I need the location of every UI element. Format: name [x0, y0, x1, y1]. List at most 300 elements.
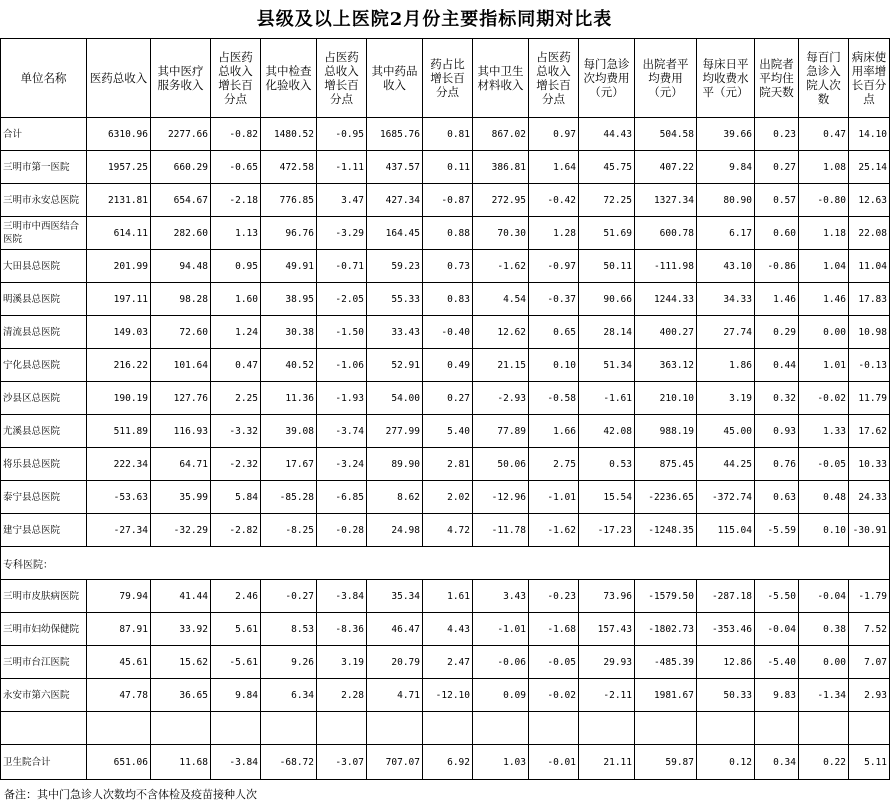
- value-cell: -0.06: [473, 646, 529, 679]
- col-header: 其中医疗服务收入: [151, 39, 211, 118]
- value-cell: 5.40: [423, 415, 473, 448]
- value-cell: -0.65: [211, 151, 261, 184]
- value-cell: 52.91: [367, 349, 423, 382]
- col-header: 其中卫生材料收入: [473, 39, 529, 118]
- value-cell: -32.29: [151, 514, 211, 547]
- value-cell: -0.95: [317, 118, 367, 151]
- value-cell: 127.76: [151, 382, 211, 415]
- value-cell: 50.06: [473, 448, 529, 481]
- value-cell: 8.62: [367, 481, 423, 514]
- value-cell: -12.10: [423, 679, 473, 712]
- value-cell: -85.28: [261, 481, 317, 514]
- value-cell: 0.27: [755, 151, 799, 184]
- value-cell: 45.61: [87, 646, 151, 679]
- table-row: [1, 118, 890, 151]
- value-cell: -111.98: [635, 250, 697, 283]
- value-cell: 5.11: [849, 745, 890, 780]
- table-row: [1, 382, 890, 415]
- value-cell: 1.86: [697, 349, 755, 382]
- value-cell: -0.37: [529, 283, 579, 316]
- value-cell: 2131.81: [87, 184, 151, 217]
- value-cell: -8.25: [261, 514, 317, 547]
- value-cell: 27.74: [697, 316, 755, 349]
- value-cell: -1.50: [317, 316, 367, 349]
- value-cell: -372.74: [697, 481, 755, 514]
- value-cell: 0.57: [755, 184, 799, 217]
- value-cell: 0.76: [755, 448, 799, 481]
- table-row: [1, 613, 890, 646]
- col-header: 每百门急诊入院人次数: [799, 39, 849, 118]
- header-row: [1, 39, 890, 118]
- value-cell: 9.83: [755, 679, 799, 712]
- value-cell: -3.07: [317, 745, 367, 780]
- value-cell: 0.97: [529, 118, 579, 151]
- value-cell: 6310.96: [87, 118, 151, 151]
- value-cell: 10.33: [849, 448, 890, 481]
- value-cell: 504.58: [635, 118, 697, 151]
- value-cell: 11.79: [849, 382, 890, 415]
- value-cell: -1579.50: [635, 580, 697, 613]
- value-cell: 7.52: [849, 613, 890, 646]
- special-section: [1, 547, 890, 580]
- table-row: [1, 349, 890, 382]
- value-cell: 11.36: [261, 382, 317, 415]
- value-cell: -3.84: [317, 580, 367, 613]
- col-header: 病床使用率增长百分点: [849, 39, 890, 118]
- value-cell: 6.34: [261, 679, 317, 712]
- value-cell: 79.94: [87, 580, 151, 613]
- spacer-row: [1, 712, 890, 745]
- value-cell: -0.04: [755, 613, 799, 646]
- table-row: [1, 151, 890, 184]
- value-cell: 660.29: [151, 151, 211, 184]
- value-cell: 2.81: [423, 448, 473, 481]
- value-cell: -0.23: [529, 580, 579, 613]
- value-cell: 98.28: [151, 283, 211, 316]
- unit-name-cell: 永安市第六医院: [1, 679, 87, 712]
- value-cell: 8.53: [261, 613, 317, 646]
- value-cell: 0.44: [755, 349, 799, 382]
- value-cell: -1.06: [317, 349, 367, 382]
- unit-name-cell: 泰宁县总医院: [1, 481, 87, 514]
- col-header: 出院者平均费用（元）: [635, 39, 697, 118]
- value-cell: -485.39: [635, 646, 697, 679]
- value-cell: 1.61: [423, 580, 473, 613]
- value-cell: 1.46: [799, 283, 849, 316]
- value-cell: 1957.25: [87, 151, 151, 184]
- value-cell: 50.11: [579, 250, 635, 283]
- value-cell: -1.93: [317, 382, 367, 415]
- value-cell: -0.40: [423, 316, 473, 349]
- value-cell: 1.64: [529, 151, 579, 184]
- value-cell: 2.47: [423, 646, 473, 679]
- unit-name-cell: 三明市第一医院: [1, 151, 87, 184]
- value-cell: 3.19: [697, 382, 755, 415]
- value-cell: 3.19: [317, 646, 367, 679]
- value-cell: 116.93: [151, 415, 211, 448]
- value-cell: -353.46: [697, 613, 755, 646]
- value-cell: 0.47: [799, 118, 849, 151]
- value-cell: -0.58: [529, 382, 579, 415]
- value-cell: 36.65: [151, 679, 211, 712]
- value-cell: 1.60: [211, 283, 261, 316]
- section-label: 专科医院：: [1, 547, 87, 580]
- value-cell: -1.79: [849, 580, 890, 613]
- value-cell: 614.11: [87, 217, 151, 250]
- unit-name-cell: 三明市台江医院: [1, 646, 87, 679]
- indicator-table: [0, 38, 890, 780]
- table-row: [1, 646, 890, 679]
- value-cell: 2.46: [211, 580, 261, 613]
- value-cell: 15.54: [579, 481, 635, 514]
- value-cell: 38.95: [261, 283, 317, 316]
- value-cell: 0.29: [755, 316, 799, 349]
- value-cell: 5.84: [211, 481, 261, 514]
- value-cell: 222.34: [87, 448, 151, 481]
- value-cell: 17.67: [261, 448, 317, 481]
- value-cell: 0.12: [697, 745, 755, 780]
- value-cell: 1.46: [755, 283, 799, 316]
- value-cell: -5.50: [755, 580, 799, 613]
- value-cell: 0.09: [473, 679, 529, 712]
- value-cell: 2.75: [529, 448, 579, 481]
- value-cell: -8.36: [317, 613, 367, 646]
- value-cell: -2.11: [579, 679, 635, 712]
- value-cell: 164.45: [367, 217, 423, 250]
- value-cell: 0.88: [423, 217, 473, 250]
- value-cell: 29.93: [579, 646, 635, 679]
- value-cell: 1.24: [211, 316, 261, 349]
- value-cell: 1480.52: [261, 118, 317, 151]
- value-cell: -0.80: [799, 184, 849, 217]
- value-cell: 44.43: [579, 118, 635, 151]
- value-cell: -2.93: [473, 382, 529, 415]
- value-cell: 1981.67: [635, 679, 697, 712]
- page-title: 县级及以上医院2月份主要指标同期对比表: [256, 9, 613, 30]
- value-cell: 600.78: [635, 217, 697, 250]
- special-rows: [1, 580, 890, 712]
- section-row: [1, 547, 890, 580]
- value-cell: 427.34: [367, 184, 423, 217]
- unit-name-cell: 清流县总医院: [1, 316, 87, 349]
- value-cell: 0.65: [529, 316, 579, 349]
- value-cell: 33.43: [367, 316, 423, 349]
- value-cell: 472.58: [261, 151, 317, 184]
- col-header: 医药总收入: [87, 39, 151, 118]
- value-cell: -1.61: [579, 382, 635, 415]
- col-header: 其中检查化验收入: [261, 39, 317, 118]
- value-cell: -53.63: [87, 481, 151, 514]
- value-cell: 2.93: [849, 679, 890, 712]
- table-row: [1, 250, 890, 283]
- value-cell: -0.02: [529, 679, 579, 712]
- value-cell: 42.08: [579, 415, 635, 448]
- value-cell: 1685.76: [367, 118, 423, 151]
- value-cell: 0.73: [423, 250, 473, 283]
- value-cell: -5.40: [755, 646, 799, 679]
- value-cell: 11.04: [849, 250, 890, 283]
- value-cell: 272.95: [473, 184, 529, 217]
- value-cell: 80.90: [697, 184, 755, 217]
- unit-name-cell: 三明市皮肤病医院: [1, 580, 87, 613]
- value-cell: 157.43: [579, 613, 635, 646]
- value-cell: 7.07: [849, 646, 890, 679]
- table-row: [1, 514, 890, 547]
- col-header: 药占比增长百分点: [423, 39, 473, 118]
- value-cell: 0.23: [755, 118, 799, 151]
- value-cell: 1.08: [799, 151, 849, 184]
- value-cell: 282.60: [151, 217, 211, 250]
- value-cell: -30.91: [849, 514, 890, 547]
- value-cell: 35.34: [367, 580, 423, 613]
- value-cell: 24.33: [849, 481, 890, 514]
- value-cell: 651.06: [87, 745, 151, 780]
- value-cell: 12.86: [697, 646, 755, 679]
- col-header: 每床日平均收费水平（元）: [697, 39, 755, 118]
- value-cell: -0.42: [529, 184, 579, 217]
- table-row: [1, 679, 890, 712]
- value-cell: 64.71: [151, 448, 211, 481]
- value-cell: 70.30: [473, 217, 529, 250]
- hospital-rows: [1, 118, 890, 547]
- value-cell: 2.02: [423, 481, 473, 514]
- value-cell: 96.76: [261, 217, 317, 250]
- value-cell: 12.62: [473, 316, 529, 349]
- value-cell: 9.84: [211, 679, 261, 712]
- unit-name-cell: 三明市永安总医院: [1, 184, 87, 217]
- value-cell: -3.74: [317, 415, 367, 448]
- value-cell: 0.10: [529, 349, 579, 382]
- value-cell: 50.33: [697, 679, 755, 712]
- unit-name-cell: 三明市妇幼保健院: [1, 613, 87, 646]
- value-cell: 654.67: [151, 184, 211, 217]
- value-cell: 0.11: [423, 151, 473, 184]
- unit-name-cell: 卫生院合计: [1, 745, 87, 780]
- value-cell: -27.34: [87, 514, 151, 547]
- value-cell: -12.96: [473, 481, 529, 514]
- value-cell: 0.32: [755, 382, 799, 415]
- value-cell: -1.68: [529, 613, 579, 646]
- value-cell: 0.49: [423, 349, 473, 382]
- value-cell: -0.05: [799, 448, 849, 481]
- value-cell: 407.22: [635, 151, 697, 184]
- value-cell: 47.78: [87, 679, 151, 712]
- value-cell: 87.91: [87, 613, 151, 646]
- unit-name-cell: 三明市中西医结合医院: [1, 217, 87, 250]
- value-cell: 40.52: [261, 349, 317, 382]
- value-cell: 94.48: [151, 250, 211, 283]
- value-cell: 49.91: [261, 250, 317, 283]
- value-cell: -2.05: [317, 283, 367, 316]
- table-row: [1, 283, 890, 316]
- table-row: [1, 184, 890, 217]
- value-cell: 707.07: [367, 745, 423, 780]
- value-cell: 190.19: [87, 382, 151, 415]
- value-cell: 0.95: [211, 250, 261, 283]
- value-cell: 101.64: [151, 349, 211, 382]
- value-cell: 277.99: [367, 415, 423, 448]
- value-cell: 10.98: [849, 316, 890, 349]
- footnote: 备注：其中门急诊人次数均不含体检及疫苗接种人次: [4, 788, 257, 801]
- value-cell: 0.10: [799, 514, 849, 547]
- value-cell: 54.00: [367, 382, 423, 415]
- value-cell: 11.68: [151, 745, 211, 780]
- value-cell: 17.62: [849, 415, 890, 448]
- value-cell: 45.00: [697, 415, 755, 448]
- value-cell: -2236.65: [635, 481, 697, 514]
- value-cell: -0.97: [529, 250, 579, 283]
- value-cell: -0.86: [755, 250, 799, 283]
- value-cell: 0.48: [799, 481, 849, 514]
- unit-name-cell: 尤溪县总医院: [1, 415, 87, 448]
- value-cell: 201.99: [87, 250, 151, 283]
- value-cell: 15.62: [151, 646, 211, 679]
- value-cell: 30.38: [261, 316, 317, 349]
- value-cell: 363.12: [635, 349, 697, 382]
- value-cell: -1.11: [317, 151, 367, 184]
- col-header: 占医药总收入增长百分点: [529, 39, 579, 118]
- value-cell: 44.25: [697, 448, 755, 481]
- value-cell: 9.26: [261, 646, 317, 679]
- value-cell: 43.10: [697, 250, 755, 283]
- value-cell: 51.34: [579, 349, 635, 382]
- value-cell: 22.08: [849, 217, 890, 250]
- value-cell: 4.54: [473, 283, 529, 316]
- col-header: 单位名称: [1, 39, 87, 118]
- value-cell: 25.14: [849, 151, 890, 184]
- value-cell: 2277.66: [151, 118, 211, 151]
- table-row: [1, 448, 890, 481]
- unit-name-cell: 明溪县总医院: [1, 283, 87, 316]
- value-cell: -3.32: [211, 415, 261, 448]
- value-cell: 1244.33: [635, 283, 697, 316]
- value-cell: 2.28: [317, 679, 367, 712]
- value-cell: 46.47: [367, 613, 423, 646]
- value-cell: -1.62: [473, 250, 529, 283]
- value-cell: 34.33: [697, 283, 755, 316]
- value-cell: 9.84: [697, 151, 755, 184]
- value-cell: 4.71: [367, 679, 423, 712]
- value-cell: -0.71: [317, 250, 367, 283]
- value-cell: -2.18: [211, 184, 261, 217]
- value-cell: -1802.73: [635, 613, 697, 646]
- value-cell: 437.57: [367, 151, 423, 184]
- value-cell: -68.72: [261, 745, 317, 780]
- value-cell: 59.87: [635, 745, 697, 780]
- value-cell: 400.27: [635, 316, 697, 349]
- value-cell: -3.84: [211, 745, 261, 780]
- value-cell: 39.66: [697, 118, 755, 151]
- value-cell: 149.03: [87, 316, 151, 349]
- value-cell: 0.38: [799, 613, 849, 646]
- col-header: 占医药总收入增长百分点: [317, 39, 367, 118]
- value-cell: -1248.35: [635, 514, 697, 547]
- value-cell: -3.24: [317, 448, 367, 481]
- col-header: 占医药总收入增长百分点: [211, 39, 261, 118]
- value-cell: 197.11: [87, 283, 151, 316]
- value-cell: 4.72: [423, 514, 473, 547]
- value-cell: 1.13: [211, 217, 261, 250]
- table-row: [1, 745, 890, 780]
- table-row: [1, 316, 890, 349]
- unit-name-cell: 合计: [1, 118, 87, 151]
- value-cell: 59.23: [367, 250, 423, 283]
- value-cell: -287.18: [697, 580, 755, 613]
- value-cell: 14.10: [849, 118, 890, 151]
- value-cell: 17.83: [849, 283, 890, 316]
- col-header: 其中药品收入: [367, 39, 423, 118]
- value-cell: 77.89: [473, 415, 529, 448]
- value-cell: -0.13: [849, 349, 890, 382]
- unit-name-cell: 建宁县总医院: [1, 514, 87, 547]
- value-cell: 1.33: [799, 415, 849, 448]
- value-cell: 24.98: [367, 514, 423, 547]
- value-cell: 0.00: [799, 646, 849, 679]
- unit-name-cell: 沙县区总医院: [1, 382, 87, 415]
- value-cell: 90.66: [579, 283, 635, 316]
- value-cell: -0.82: [211, 118, 261, 151]
- value-cell: 867.02: [473, 118, 529, 151]
- value-cell: 386.81: [473, 151, 529, 184]
- value-cell: 73.96: [579, 580, 635, 613]
- value-cell: 41.44: [151, 580, 211, 613]
- value-cell: -0.27: [261, 580, 317, 613]
- value-cell: 0.93: [755, 415, 799, 448]
- value-cell: -2.82: [211, 514, 261, 547]
- unit-name-cell: 大田县总医院: [1, 250, 87, 283]
- value-cell: 5.61: [211, 613, 261, 646]
- value-cell: 0.63: [755, 481, 799, 514]
- value-cell: 45.75: [579, 151, 635, 184]
- value-cell: 511.89: [87, 415, 151, 448]
- value-cell: -0.04: [799, 580, 849, 613]
- value-cell: -17.23: [579, 514, 635, 547]
- value-cell: 39.08: [261, 415, 317, 448]
- value-cell: 0.22: [799, 745, 849, 780]
- value-cell: 2.25: [211, 382, 261, 415]
- value-cell: -1.62: [529, 514, 579, 547]
- col-header: 出院者平均住院天数: [755, 39, 799, 118]
- value-cell: 776.85: [261, 184, 317, 217]
- value-cell: 0.00: [799, 316, 849, 349]
- col-header: 每门急诊次均费用（元）: [579, 39, 635, 118]
- value-cell: 33.92: [151, 613, 211, 646]
- value-cell: 6.17: [697, 217, 755, 250]
- value-cell: -5.61: [211, 646, 261, 679]
- value-cell: 1.03: [473, 745, 529, 780]
- value-cell: -1.01: [473, 613, 529, 646]
- value-cell: 1.66: [529, 415, 579, 448]
- value-cell: 210.10: [635, 382, 697, 415]
- value-cell: -3.29: [317, 217, 367, 250]
- value-cell: 72.60: [151, 316, 211, 349]
- value-cell: 0.60: [755, 217, 799, 250]
- value-cell: 115.04: [697, 514, 755, 547]
- value-cell: 1.28: [529, 217, 579, 250]
- value-cell: 0.83: [423, 283, 473, 316]
- value-cell: -5.59: [755, 514, 799, 547]
- unit-name-cell: 宁化县总医院: [1, 349, 87, 382]
- value-cell: -6.85: [317, 481, 367, 514]
- value-cell: -11.78: [473, 514, 529, 547]
- value-cell: 0.81: [423, 118, 473, 151]
- value-cell: 6.92: [423, 745, 473, 780]
- value-cell: 3.43: [473, 580, 529, 613]
- value-cell: 28.14: [579, 316, 635, 349]
- value-cell: 216.22: [87, 349, 151, 382]
- value-cell: -1.34: [799, 679, 849, 712]
- value-cell: 3.47: [317, 184, 367, 217]
